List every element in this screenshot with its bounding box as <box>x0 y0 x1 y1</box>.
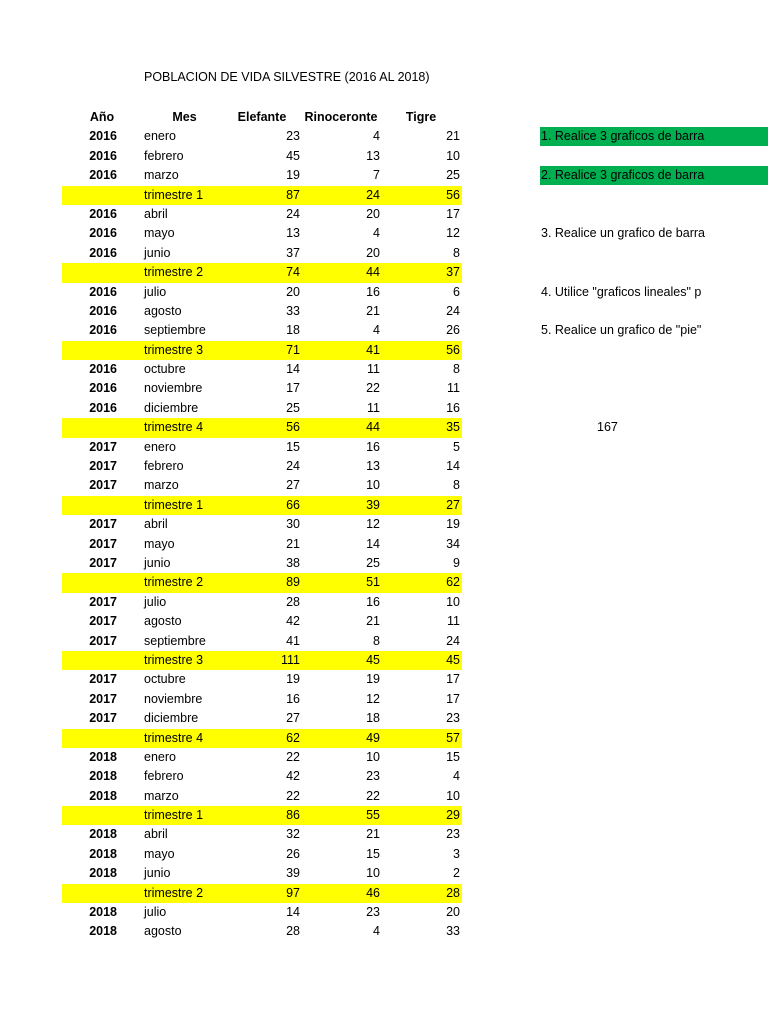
month-cell[interactable]: diciembre <box>144 400 199 415</box>
elefante-cell[interactable]: 14 <box>286 905 300 920</box>
elefante-cell[interactable]: 38 <box>286 555 300 570</box>
header-elefante[interactable]: Elefante <box>237 110 287 124</box>
year-cell[interactable]: 2016 <box>89 226 117 241</box>
rinoceronte-cell[interactable]: 15 <box>366 846 380 861</box>
month-cell[interactable]: junio <box>144 866 171 881</box>
month-cell[interactable]: trimestre 4 <box>144 420 204 435</box>
elefante-cell[interactable]: 15 <box>286 439 300 454</box>
quarter-total-row <box>62 186 462 205</box>
elefante-cell[interactable]: 14 <box>286 362 300 377</box>
table-row <box>62 787 462 806</box>
table-row <box>62 632 462 651</box>
month-cell[interactable]: julio <box>144 284 167 299</box>
month-cell[interactable]: trimestre 1 <box>144 808 204 823</box>
table-row <box>62 709 462 728</box>
year-cell[interactable]: 2018 <box>89 924 117 939</box>
rinoceronte-cell[interactable]: 49 <box>366 730 380 745</box>
rinoceronte-cell[interactable]: 8 <box>373 633 380 648</box>
table-row <box>62 535 462 554</box>
year-cell[interactable]: 2017 <box>89 439 117 454</box>
year-cell[interactable]: 2018 <box>89 769 117 784</box>
quarter-total-row <box>62 341 462 360</box>
table-row <box>62 205 462 224</box>
year-cell[interactable]: 2016 <box>89 129 117 144</box>
table-row <box>62 457 462 476</box>
rinoceronte-cell[interactable]: 10 <box>366 478 380 493</box>
table-row <box>62 864 462 883</box>
table-row <box>62 244 462 263</box>
rinoceronte-cell[interactable]: 23 <box>366 769 380 784</box>
rinoceronte-cell[interactable]: 20 <box>366 245 380 260</box>
instruction-4[interactable]: 4. Utilice "graficos lineales" p <box>541 285 702 299</box>
tigre-cell[interactable]: 56 <box>446 187 460 202</box>
table-row <box>62 379 462 398</box>
month-cell[interactable]: marzo <box>144 168 179 183</box>
rinoceronte-cell[interactable]: 12 <box>366 691 380 706</box>
tigre-cell[interactable]: 28 <box>446 885 460 900</box>
tigre-cell[interactable]: 37 <box>446 265 460 280</box>
quarter-total-row <box>62 729 462 748</box>
rinoceronte-cell[interactable]: 13 <box>366 148 380 163</box>
year-cell[interactable]: 2017 <box>89 672 117 687</box>
elefante-cell[interactable]: 17 <box>286 381 300 396</box>
elefante-cell[interactable]: 24 <box>286 206 300 221</box>
tigre-cell[interactable]: 57 <box>446 730 460 745</box>
tigre-cell[interactable]: 3 <box>453 846 460 861</box>
year-cell[interactable]: 2016 <box>89 400 117 415</box>
tigre-cell[interactable]: 33 <box>446 924 460 939</box>
rinoceronte-cell[interactable]: 41 <box>366 342 380 357</box>
year-cell[interactable]: 2016 <box>89 284 117 299</box>
quarter-total-row <box>62 884 462 903</box>
elefante-cell[interactable]: 25 <box>286 400 300 415</box>
month-cell[interactable]: trimestre 2 <box>144 265 204 280</box>
year-cell[interactable]: 2017 <box>89 459 117 474</box>
rinoceronte-cell[interactable]: 10 <box>366 749 380 764</box>
elefante-cell[interactable]: 33 <box>286 303 300 318</box>
rinoceronte-cell[interactable]: 16 <box>366 594 380 609</box>
year-cell[interactable]: 2017 <box>89 691 117 706</box>
table-row <box>62 360 462 379</box>
month-cell[interactable]: trimestre 3 <box>144 652 204 667</box>
header-month[interactable]: Mes <box>172 110 197 124</box>
year-cell[interactable]: 2017 <box>89 633 117 648</box>
month-cell[interactable]: enero <box>144 749 176 764</box>
table-row <box>62 748 462 767</box>
month-cell[interactable]: julio <box>144 594 167 609</box>
quarter-total-row <box>62 263 462 282</box>
rinoceronte-cell[interactable]: 23 <box>366 905 380 920</box>
elefante-cell[interactable]: 13 <box>286 226 300 241</box>
rinoceronte-cell[interactable]: 25 <box>366 555 380 570</box>
tigre-cell[interactable]: 26 <box>446 323 460 338</box>
instruction-5[interactable]: 5. Realice un grafico de "pie" <box>541 323 702 337</box>
rinoceronte-cell[interactable]: 13 <box>366 459 380 474</box>
year-cell[interactable]: 2016 <box>89 168 117 183</box>
quarter-total-row <box>62 418 462 437</box>
rinoceronte-cell[interactable]: 51 <box>366 575 380 590</box>
rinoceronte-cell[interactable]: 11 <box>367 362 380 377</box>
rinoceronte-cell[interactable]: 11 <box>367 400 380 415</box>
tigre-cell[interactable]: 17 <box>446 206 460 221</box>
rinoceronte-cell[interactable]: 46 <box>366 885 380 900</box>
year-cell[interactable]: 2018 <box>89 827 117 842</box>
rinoceronte-cell[interactable]: 4 <box>373 924 380 939</box>
year-cell[interactable]: 2017 <box>89 594 117 609</box>
elefante-cell[interactable]: 56 <box>286 420 300 435</box>
tigre-cell[interactable]: 29 <box>446 808 460 823</box>
elefante-cell[interactable]: 39 <box>286 866 300 881</box>
year-cell[interactable]: 2018 <box>89 788 117 803</box>
quarter-total-row <box>62 496 462 515</box>
quarter-total-row <box>62 806 462 825</box>
tigre-cell[interactable]: 12 <box>446 226 460 241</box>
elefante-cell[interactable]: 42 <box>286 614 300 629</box>
tigre-cell[interactable]: 8 <box>453 245 460 260</box>
table-row <box>62 166 462 185</box>
tigre-cell[interactable]: 14 <box>446 459 460 474</box>
elefante-cell[interactable]: 23 <box>286 129 300 144</box>
month-cell[interactable]: noviembre <box>144 381 203 396</box>
elefante-cell[interactable]: 42 <box>286 769 300 784</box>
table-row <box>62 321 462 340</box>
rinoceronte-cell[interactable]: 21 <box>366 827 380 842</box>
month-cell[interactable]: abril <box>144 206 168 221</box>
month-cell[interactable]: abril <box>144 517 168 532</box>
tigre-cell[interactable]: 27 <box>446 497 460 512</box>
month-cell[interactable]: mayo <box>144 226 175 241</box>
quarter-total-row <box>62 573 462 592</box>
tigre-cell[interactable]: 17 <box>446 691 460 706</box>
rinoceronte-cell[interactable]: 21 <box>366 614 380 629</box>
table-row <box>62 147 462 166</box>
tigre-cell[interactable]: 2 <box>453 866 460 881</box>
rinoceronte-cell[interactable]: 7 <box>373 168 380 183</box>
elefante-cell[interactable]: 20 <box>286 284 300 299</box>
year-cell[interactable]: 2017 <box>89 555 117 570</box>
rinoceronte-cell[interactable]: 22 <box>366 381 380 396</box>
month-cell[interactable]: trimestre 1 <box>144 187 204 202</box>
rinoceronte-cell[interactable]: 16 <box>366 439 380 454</box>
data-table <box>62 108 462 942</box>
header-row <box>62 108 462 127</box>
rinoceronte-cell[interactable]: 19 <box>366 672 380 687</box>
year-cell[interactable]: 2016 <box>89 362 117 377</box>
month-cell[interactable]: diciembre <box>144 711 199 726</box>
elefante-cell[interactable]: 74 <box>286 265 300 280</box>
rinoceronte-cell[interactable]: 10 <box>366 866 380 881</box>
tigre-cell[interactable]: 10 <box>446 594 460 609</box>
rinoceronte-cell[interactable]: 39 <box>366 497 380 512</box>
table-row <box>62 767 462 786</box>
month-cell[interactable]: febrero <box>144 769 184 784</box>
elefante-cell[interactable]: 26 <box>286 846 300 861</box>
rinoceronte-cell[interactable]: 22 <box>366 788 380 803</box>
tigre-cell[interactable]: 11 <box>447 614 460 629</box>
month-cell[interactable]: febrero <box>144 148 184 163</box>
rinoceronte-cell[interactable]: 4 <box>373 323 380 338</box>
rinoceronte-cell[interactable]: 4 <box>373 129 380 144</box>
month-cell[interactable]: febrero <box>144 459 184 474</box>
elefante-cell[interactable]: 32 <box>286 827 300 842</box>
year-cell[interactable]: 2016 <box>89 381 117 396</box>
elefante-cell[interactable]: 97 <box>286 885 300 900</box>
tigre-cell[interactable]: 11 <box>447 381 460 396</box>
table-row <box>62 593 462 612</box>
instruction-3[interactable]: 3. Realice un grafico de barra <box>541 226 705 240</box>
month-cell[interactable]: trimestre 1 <box>144 497 204 512</box>
sheet-title[interactable]: POBLACION DE VIDA SILVESTRE (2016 AL 2018) <box>144 70 430 84</box>
tigre-cell[interactable]: 5 <box>453 439 460 454</box>
table-row <box>62 903 462 922</box>
tigre-cell[interactable]: 34 <box>446 536 460 551</box>
tigre-cell[interactable]: 24 <box>446 303 460 318</box>
month-cell[interactable]: noviembre <box>144 691 203 706</box>
tigre-cell[interactable]: 21 <box>446 129 460 144</box>
rinoceronte-cell[interactable]: 21 <box>366 303 380 318</box>
tigre-cell[interactable]: 15 <box>446 749 460 764</box>
tigre-cell[interactable]: 8 <box>453 362 460 377</box>
elefante-cell[interactable]: 21 <box>286 536 300 551</box>
tigre-cell[interactable]: 4 <box>453 769 460 784</box>
header-rinoceronte[interactable]: Rinoceronte <box>304 110 378 124</box>
rinoceronte-cell[interactable]: 12 <box>366 517 380 532</box>
month-cell[interactable]: enero <box>144 129 176 144</box>
month-cell[interactable]: junio <box>144 555 171 570</box>
rinoceronte-cell[interactable]: 18 <box>366 711 380 726</box>
tigre-cell[interactable]: 24 <box>446 633 460 648</box>
month-cell[interactable]: trimestre 2 <box>144 575 204 590</box>
elefante-cell[interactable]: 22 <box>286 788 300 803</box>
tigre-cell[interactable]: 45 <box>446 652 460 667</box>
quarter-total-row <box>62 651 462 670</box>
tigre-cell[interactable]: 23 <box>446 711 460 726</box>
elefante-cell[interactable]: 24 <box>286 459 300 474</box>
month-cell[interactable]: abril <box>144 827 168 842</box>
table-row <box>62 302 462 321</box>
elefante-cell[interactable]: 27 <box>286 478 300 493</box>
table-row <box>62 515 462 534</box>
tigre-cell[interactable]: 20 <box>446 905 460 920</box>
table-row <box>62 127 462 146</box>
rinoceronte-cell[interactable]: 44 <box>366 265 380 280</box>
tigre-cell[interactable]: 10 <box>446 788 460 803</box>
table-row <box>62 224 462 243</box>
month-cell[interactable]: octubre <box>144 362 186 377</box>
elefante-cell[interactable]: 16 <box>286 691 300 706</box>
elefante-cell[interactable]: 28 <box>286 924 300 939</box>
elefante-cell[interactable]: 86 <box>286 808 300 823</box>
month-cell[interactable]: agosto <box>144 614 182 629</box>
year-cell[interactable]: 2017 <box>89 711 117 726</box>
rinoceronte-cell[interactable]: 16 <box>366 284 380 299</box>
table-row <box>62 399 462 418</box>
instruction-1[interactable]: 1. Realice 3 graficos de barra <box>540 127 768 146</box>
elefante-cell[interactable]: 62 <box>286 730 300 745</box>
total-cell[interactable]: 167 <box>597 420 618 434</box>
year-cell[interactable]: 2017 <box>89 478 117 493</box>
month-cell[interactable]: junio <box>144 245 171 260</box>
elefante-cell[interactable]: 19 <box>286 672 300 687</box>
elefante-cell[interactable]: 41 <box>286 633 300 648</box>
year-cell[interactable]: 2018 <box>89 846 117 861</box>
table-body <box>62 127 462 941</box>
elefante-cell[interactable]: 71 <box>286 342 300 357</box>
month-cell[interactable]: trimestre 4 <box>144 730 204 745</box>
month-cell[interactable]: marzo <box>144 788 179 803</box>
year-cell[interactable]: 2018 <box>89 905 117 920</box>
tigre-cell[interactable]: 9 <box>453 555 460 570</box>
table-row <box>62 476 462 495</box>
month-cell[interactable]: marzo <box>144 478 179 493</box>
elefante-cell[interactable]: 27 <box>286 711 300 726</box>
elefante-cell[interactable]: 66 <box>286 497 300 512</box>
rinoceronte-cell[interactable]: 44 <box>366 420 380 435</box>
table-row <box>62 612 462 631</box>
elefante-cell[interactable]: 22 <box>286 749 300 764</box>
month-cell[interactable]: agosto <box>144 303 182 318</box>
elefante-cell[interactable]: 45 <box>286 148 300 163</box>
table-row <box>62 283 462 302</box>
rinoceronte-cell[interactable]: 45 <box>366 652 380 667</box>
table-row <box>62 438 462 457</box>
month-cell[interactable]: julio <box>144 905 167 920</box>
month-cell[interactable]: mayo <box>144 846 175 861</box>
table-row <box>62 554 462 573</box>
rinoceronte-cell[interactable]: 20 <box>366 206 380 221</box>
table-row <box>62 690 462 709</box>
table-row <box>62 845 462 864</box>
tigre-cell[interactable]: 35 <box>446 420 460 435</box>
month-cell[interactable]: trimestre 3 <box>144 342 204 357</box>
year-cell[interactable]: 2016 <box>89 206 117 221</box>
instruction-2[interactable]: 2. Realice 3 graficos de barra <box>540 166 768 185</box>
table-row <box>62 922 462 941</box>
month-cell[interactable]: enero <box>144 439 176 454</box>
rinoceronte-cell[interactable]: 24 <box>366 187 380 202</box>
rinoceronte-cell[interactable]: 4 <box>373 226 380 241</box>
month-cell[interactable]: septiembre <box>144 323 206 338</box>
tigre-cell[interactable]: 19 <box>446 517 460 532</box>
month-cell[interactable]: trimestre 2 <box>144 885 204 900</box>
month-cell[interactable]: septiembre <box>144 633 206 648</box>
elefante-cell[interactable]: 89 <box>286 575 300 590</box>
table-row <box>62 670 462 689</box>
year-cell[interactable]: 2018 <box>89 749 117 764</box>
elefante-cell[interactable]: 111 <box>280 652 300 667</box>
header-year[interactable]: Año <box>89 110 115 124</box>
month-cell[interactable]: octubre <box>144 672 186 687</box>
elefante-cell[interactable]: 37 <box>286 245 300 260</box>
month-cell[interactable]: mayo <box>144 536 175 551</box>
table-row <box>62 825 462 844</box>
tigre-cell[interactable]: 6 <box>453 284 460 299</box>
year-cell[interactable]: 2016 <box>89 323 117 338</box>
year-cell[interactable]: 2016 <box>89 148 117 163</box>
tigre-cell[interactable]: 10 <box>446 148 460 163</box>
elefante-cell[interactable]: 19 <box>286 168 300 183</box>
tigre-cell[interactable]: 62 <box>446 575 460 590</box>
elefante-cell[interactable]: 28 <box>286 594 300 609</box>
month-cell[interactable]: agosto <box>144 924 182 939</box>
elefante-cell[interactable]: 18 <box>286 323 300 338</box>
tigre-cell[interactable]: 8 <box>453 478 460 493</box>
rinoceronte-cell[interactable]: 14 <box>366 536 380 551</box>
header-tigre[interactable]: Tigre <box>405 110 437 124</box>
tigre-cell[interactable]: 56 <box>446 342 460 357</box>
elefante-cell[interactable]: 30 <box>286 517 300 532</box>
tigre-cell[interactable]: 16 <box>446 400 460 415</box>
elefante-cell[interactable]: 87 <box>286 187 300 202</box>
tigre-cell[interactable]: 17 <box>446 672 460 687</box>
year-cell[interactable]: 2016 <box>89 245 117 260</box>
rinoceronte-cell[interactable]: 55 <box>366 808 380 823</box>
year-cell[interactable]: 2017 <box>89 517 117 532</box>
year-cell[interactable]: 2016 <box>89 303 117 318</box>
year-cell[interactable]: 2017 <box>89 614 117 629</box>
tigre-cell[interactable]: 25 <box>446 168 460 183</box>
year-cell[interactable]: 2017 <box>89 536 117 551</box>
year-cell[interactable]: 2018 <box>89 866 117 881</box>
tigre-cell[interactable]: 23 <box>446 827 460 842</box>
